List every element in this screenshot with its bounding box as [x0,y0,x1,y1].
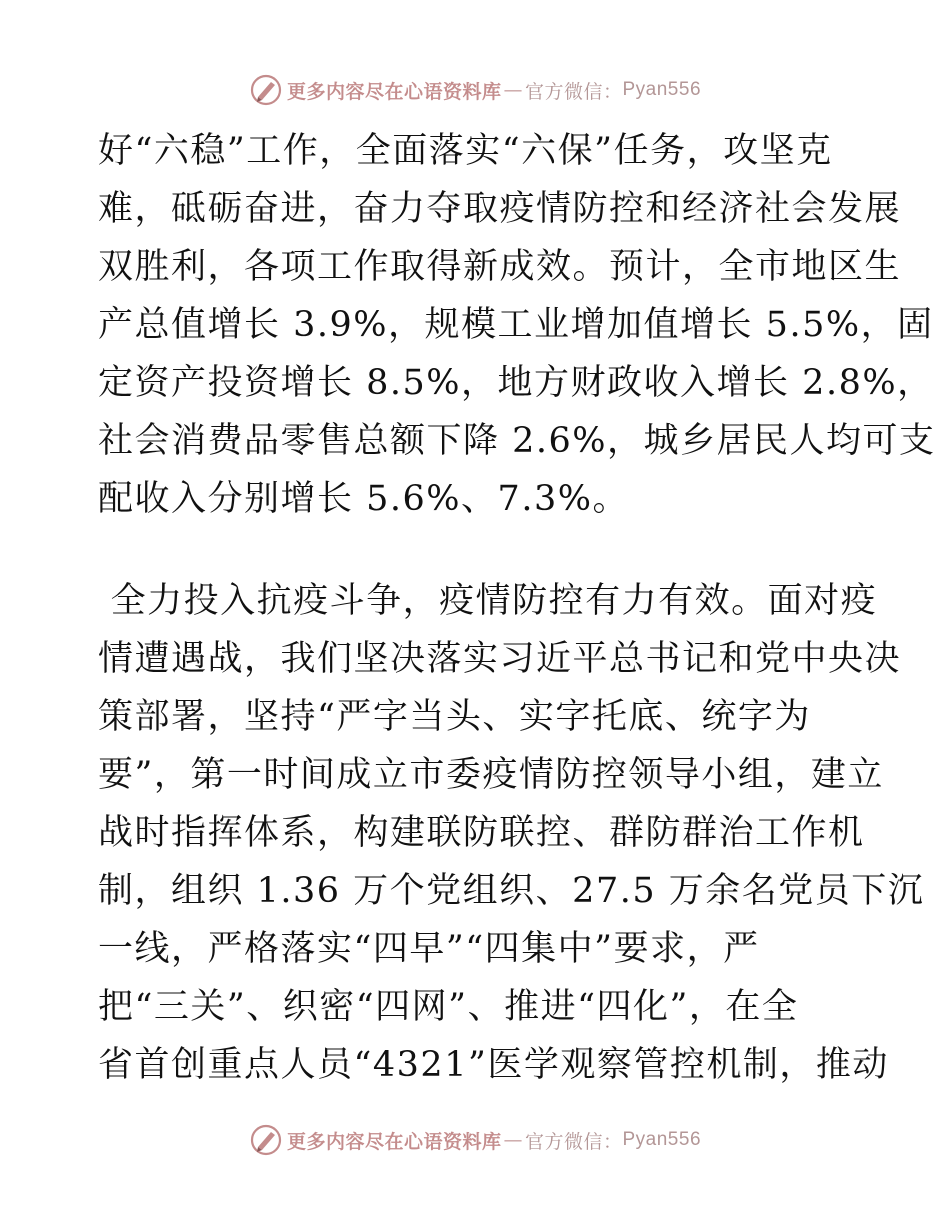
text-line: 制，组织 1.36 万个党组织、27.5 万余名党员下沉 [98,871,925,911]
watermark-dash: — [503,1129,523,1151]
text-line: 战时指挥体系，构建联防联控、群防群治工作机 [98,813,865,853]
watermark-dash: — [503,79,523,101]
pen-logo-icon [249,1123,283,1157]
pen-logo-icon [249,73,283,107]
text-line: 难，砥砺奋进，奋力夺取疫情防控和经济社会发展 [98,189,902,229]
text-line: 好“六稳”工作，全面落实“六保”任务，攻坚克 [98,131,833,171]
text-line: 策部署，坚持“严字当头、实字托底、统字为 [98,697,811,737]
text-line: 把“三关”、织密“四网”、推进“四化”，在全 [98,987,799,1027]
text-line: 配收入分别增长 5.6%、7.3%。 [98,479,629,519]
text-line: 一线，严格落实“四早”“四集中”要求，严 [98,929,760,969]
text-line: 全力投入抗疫斗争，疫情防控有力有效。面对疫 [98,581,878,621]
watermark-id: Pyan556 [622,79,702,100]
watermark-main-text: 更多内容尽在心语资料库 [286,80,502,103]
paragraph-1 [98,122,936,528]
text-line: 省首创重点人员“4321”医学观察管控机制，推动 [98,1045,889,1085]
text-line: 社会消费品零售总额下降 2.6%，城乡居民人均可支 [98,421,936,461]
header-watermark [0,72,950,108]
text-line: 定资产投资增长 8.5%，地方财政收入增长 2.8%， [98,363,934,403]
watermark-main-text: 更多内容尽在心语资料库 [286,1130,502,1153]
text-line: 情遭遇战，我们坚决落实习近平总书记和党中央决 [98,639,902,679]
paragraph-gap [98,528,858,572]
watermark-id: Pyan556 [622,1129,702,1150]
watermark-sub-text: 官方微信： [524,80,623,103]
watermark-sub-text: 官方微信： [524,1130,623,1153]
text-line: 双胜利，各项工作取得新成效。预计，全市地区生 [98,247,902,287]
text-line: 要”，第一时间成立市委疫情防控领导小组，建立 [98,755,884,795]
footer-watermark [0,1122,950,1158]
text-line: 产总值增长 3.9%，规模工业增加值增长 5.5%，固 [98,305,934,345]
paragraph-2 [98,572,925,1094]
document-body [98,122,936,1094]
